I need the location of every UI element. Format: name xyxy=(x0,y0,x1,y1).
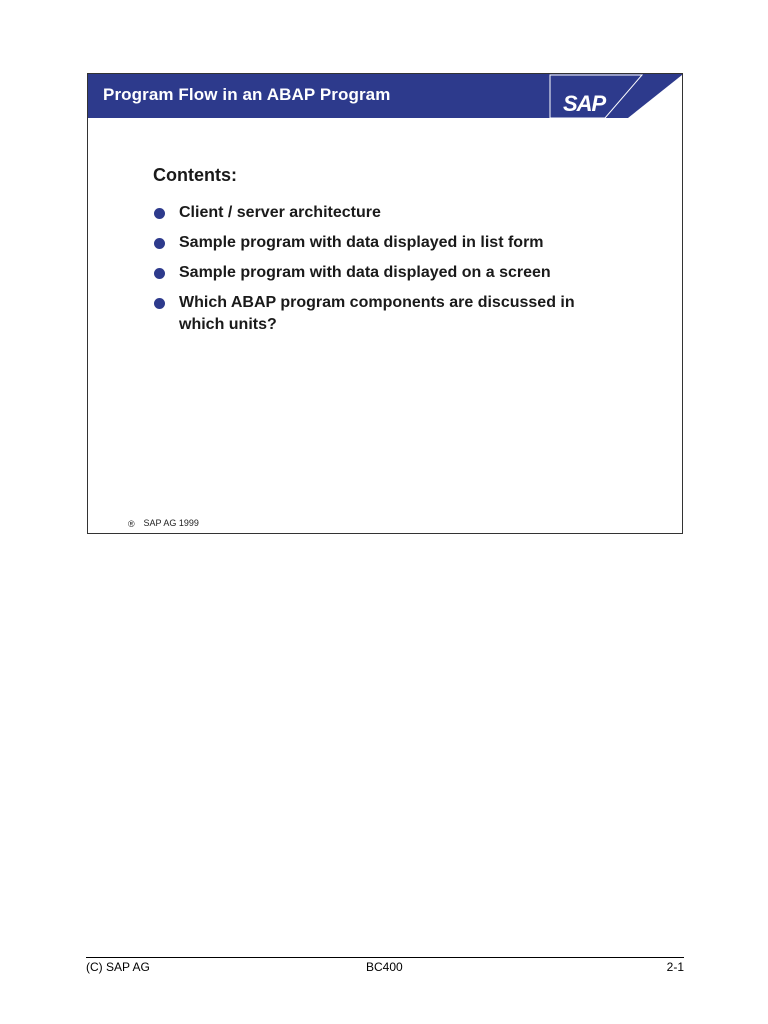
footer-page-number: 2-1 xyxy=(666,960,684,974)
bullet-dot-icon xyxy=(154,268,165,279)
footer-divider xyxy=(86,957,684,958)
sap-logo: SAP xyxy=(563,91,606,116)
footer-copyright: (C) SAP AG xyxy=(86,960,150,974)
slide xyxy=(87,73,683,534)
slide-copyright xyxy=(128,518,199,529)
bullet-dot-icon xyxy=(154,208,165,219)
list-item xyxy=(153,292,613,336)
footer-course-code: BC400 xyxy=(366,960,403,974)
bullet-dot-icon xyxy=(154,298,165,309)
list-item xyxy=(153,232,613,254)
contents-list xyxy=(153,202,613,344)
list-item-text: Sample program with data displayed on a screen xyxy=(179,264,551,281)
registered-icon: ® xyxy=(128,519,135,529)
list-item xyxy=(153,262,613,284)
list-item-text: Sample program with data displayed in list form xyxy=(179,234,544,251)
copyright-text: SAP AG 1999 xyxy=(143,518,199,528)
slide-header xyxy=(88,74,682,118)
list-item-text: Client / server architecture xyxy=(179,204,381,221)
list-item-text: Which ABAP program components are discussed in which units? xyxy=(179,294,575,333)
bullet-dot-icon xyxy=(154,238,165,249)
list-item xyxy=(153,202,613,224)
contents-heading: Contents: xyxy=(153,165,237,185)
slide-title: Program Flow in an ABAP Program xyxy=(103,85,391,104)
